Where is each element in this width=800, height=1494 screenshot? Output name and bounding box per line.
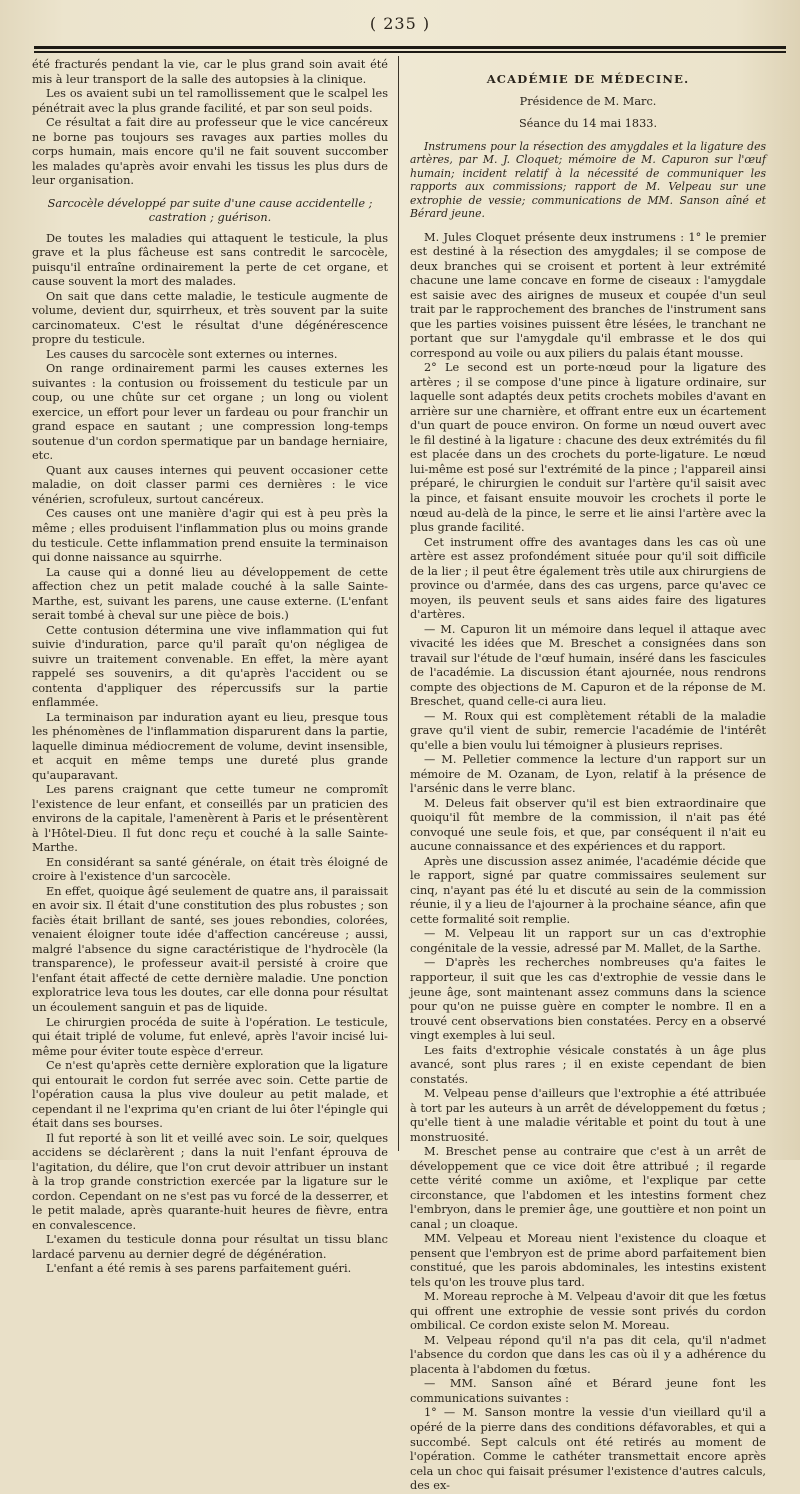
paragraph: Cette contusion détermina une vive inflammation qui fut suivie d'induration, parce qu'il paraît qu'on négligea de suivre un traitement convenable. En effet, la mère ayant rappelé ses souvenirs, a dit qu'après l'accident ou se contenta d'appliquer des répercussifs sur la partie enflammée.	[32, 623, 388, 710]
column-divider	[398, 56, 399, 1151]
section-subheading: Sarcocèle développé par suite d'une cause accidentelle ; castration ; guérison.	[47, 196, 373, 225]
paragraph: Quant aux causes internes qui peuvent occasioner cette maladie, on doit classer parmi ces dernières : le vice vénérien, scrofuleux, surtout cancéreux.	[32, 463, 388, 506]
paragraph: — M. Velpeau lit un rapport sur un cas d'extrophie congénitale de la vessie, adressé par M. Mallet, de la Sarthe.	[410, 927, 766, 955]
page-number: ( 235 )	[369, 14, 431, 33]
paragraph: M. Velpeau pense d'ailleurs que l'extrophie a été attribuée à tort par les auteurs à un arrêt de développement du fœtus ; qu'elle tient à une maladie véritable et point du tout à une monstruosité.	[410, 1087, 766, 1144]
paragraph: L'examen du testicule donna pour résultat un tissu blanc lardacé parvenu au dernier degré de dégénération.	[32, 1233, 388, 1261]
paragraph: M. Jules Cloquet présente deux instrumens : 1° le premier est destiné à la résection des amygdales; il se compose de deux branches qui se croisent et portent à leur extrémité chacune une lame concave en forme de ciseaux : l'amygdale est saisie avec des airignes de museux et coupée d'un seul trait par le rapprochement des branches de l'instrument sans que les parties voisines puissent être lésées, le tranchant ne portant que sur l'amygdale qu'il embrasse et le dos qui correspond au voile ou aux piliers du palais étant mousse.	[410, 230, 766, 360]
paragraph: Après une discussion assez animée, l'académie décide que le rapport, signé par quatre commissaires seulement sur cinq, n'ayant pas été lu et discuté au sein de la commission réunie, il y a lieu de l'ajourner à la prochaine séance, afin que cette formalité soit remplie.	[410, 854, 766, 926]
paragraph: La terminaison par induration ayant eu lieu, presque tous les phénomènes de l'inflammation disparurent dans la partie, laquelle diminua médiocrement de volume, devint insensible, et acquit en même temps une dureté plus grande qu'auparavant.	[32, 710, 388, 782]
header-rule	[34, 46, 786, 49]
presidence-line: Présidence de M. Marc.	[519, 94, 657, 108]
paragraph: — M. Pelletier commence la lecture d'un rapport sur un mémoire de M. Ozanam, de Lyon, relatif à la présence de l'arsénic dans le verre blanc.	[410, 753, 766, 796]
paragraph: MM. Velpeau et Moreau nient l'existence du cloaque et pensent que l'embryon est de prime abord parfaitement bien constitué, que les parois abdominales, les intestins existent tels qu'on les trouve plus tard.	[410, 1232, 766, 1289]
seance-date: Séance du 14 mai 1833.	[518, 117, 658, 131]
paragraph: Les causes du sarcocèle sont externes ou internes.	[46, 347, 338, 361]
paragraph: Cet instrument offre des avantages dans les cas où une artère est assez profondément située pour qu'il soit difficile de la lier ; il peut être également très utile aux chirurgiens de province ou d'armée, dans des cas urgens, parce qu'avec ce moyen, ils peuvent seuls et sans aides faire des ligatures d'artères.	[410, 535, 766, 622]
paragraph: Ce n'est qu'après cette dernière exploration que la ligature qui entourait le cordon fut serrée avec soin. Cette partie de l'opération causa la plus vive douleur au petit malade, et cependant il ne l'exprima qu'en criant de lui ôter l'épingle qui était dans ses bourses.	[32, 1059, 388, 1131]
section-heading: ACADÉMIE DE MÉDECINE.	[486, 72, 690, 86]
paragraph: On sait que dans cette maladie, le testicule augmente de volume, devient dur, squirrheux, et très souvent par la suite carcinomateux. C'est le résultat d'une dégénérescence propre du testicule.	[32, 289, 388, 347]
paragraph: L'enfant a été remis à ses parens parfaitement guéri.	[46, 1262, 352, 1276]
paragraph: Ces causes ont une manière d'agir qui est à peu près la même ; elles produisent l'inflammation plus ou moins grande du testicule. Cette inflammation prend ensuite la terminaison qui donne naissance au squirrhe.	[32, 507, 388, 565]
right-column	[410, 58, 766, 1493]
paragraph: Les os avaient subi un tel ramollissement que le scalpel les pénétrait avec la plus grande facilité, et par son seul poids.	[32, 87, 388, 115]
paragraph: M. Deleus fait observer qu'il est bien extraordinaire que quoiqu'il fût membre de la commission, il n'ait pas été convoqué une seule fois, et que, par conséquent il n'ait eu aucune connaissance et des expériences et du rapport.	[410, 796, 766, 854]
paragraph: Ce résultat a fait dire au professeur que le vice cancéreux ne borne pas toujours ses ravages aux parties molles du corps humain, mais encore qu'il ne fait souvent succomber les malades qu'après avoir envahi les tissus les plus durs de leur organisation.	[32, 116, 388, 188]
paragraph: 2° Le second est un porte-nœud pour la ligature des artères ; il se compose d'une pince à ligature ordinaire, sur laquelle sont adaptés deux petits crochets mobiles d'avant en arrière sur une charnière, et offrant entre eux un écartement d'un quart de pouce environ. On forme un nœud ouvert avec le fil destiné à la ligature : chacune des deux extrémités du fil est placée dans un des crochets du porte-ligature. Le nœud lui-même est posé sur l'extrémité de la pince ; l'appareil ainsi préparé, le chirurgien le conduit sur l'artère qu'il saisit avec la pince, et faisant ensuite mouvoir les crochets il porte le nœud au-delà de la pince, le serre et lie ainsi l'artère avec la plus grande facilité.	[410, 361, 766, 535]
paragraph: — M. Roux qui est complètement rétabli de la maladie grave qu'il vient de subir, remercie l'académie de l'intérêt qu'elle a bien voulu lui témoigner à plusieurs reprises.	[410, 709, 766, 752]
paragraph: — MM. Sanson aîné et Bérard jeune font les communications suivantes :	[410, 1377, 766, 1405]
paragraph: En effet, quoique âgé seulement de quatre ans, il paraissait en avoir six. Il était d'une constitution des plus robustes ; son faciès était brillant de santé, ses joues rebondies, colorées, venaient éloigner toute idée d'affection cancéreuse ; aussi, malgré l'absence du signe caractéristique de l'hydrocèle (la transparence), le professeur avait-il persisté à croire que l'enfant était affecté de cette dernière maladie. Une ponction exploratrice leva tous les doutes, car elle donna pour résultat un écoulement sanguin et pas de liquide.	[32, 884, 389, 1014]
paragraph: M. Velpeau répond qu'il n'a pas dit cela, qu'il n'admet l'absence du cordon que dans les cas où il y a adhérence du placenta à l'abdomen du fœtus.	[410, 1333, 766, 1376]
paragraph: On range ordinairement parmi les causes externes les suivantes : la contusion ou froissement du testicule par un coup, ou une chûte sur cet organe ; un long ou violent exercice, un effort pour lever un fardeau ou pour franchir un grand espace en sautant ; une compression long-temps soutenue d'un cordon spermatique par un bandage herniaire, etc.	[32, 362, 388, 463]
left-column	[32, 58, 389, 1276]
paragraph: Il fut reporté à son lit et veillé avec soin. Le soir, quelques accidens se déclarèrent ; dans la nuit l'enfant éprouva de l'agitation, du délire, que l'on crut devoir attribuer un instant à la trop grande constriction exercée par la ligature sur le cordon. Cependant on ne s'est pas vu forcé de la desserrer, et le petit malade, après quarante-huit heures de fièvre, entra en convalescence.	[32, 1131, 388, 1232]
paragraph: En considérant sa santé générale, on était très éloigné de croire à l'existence d'un sarcocèle.	[32, 855, 388, 884]
paragraph: — D'après les recherches nombreuses qu'a faites le rapporteur, il suit que les cas d'extrophie de vessie dans le jeune âge, sont maintenant assez communs dans la science pour qu'on ne puisse guère en compter le nombre. Il en a trouvé cent observations bien constatées. Percy en a observé vingt exemples à lui seul.	[410, 956, 766, 1043]
paragraph: La cause qui a donné lieu au développement de cette affection chez un petit malade couché à la salle Sainte-Marthe, est, suivant les parens, une cause externe. (L'enfant serait tombé à cheval sur une pièce de bois.)	[32, 565, 388, 623]
header-rule-thin	[34, 51, 786, 53]
paragraph: été fracturés pendant la vie, car le plus grand soin avait été mis à leur transport de la salle des autopsies à la clinique.	[32, 58, 388, 86]
paragraph: Les parens craignant que cette tumeur ne compromît l'existence de leur enfant, et conseillés par un praticien des environs de la capitale, l'amenèrent à Paris et le présentèrent à l'Hôtel-Dieu. Il fut donc reçu et couché à la salle Sainte-Marthe.	[32, 783, 388, 855]
paragraph: — M. Capuron lit un mémoire dans lequel il attaque avec vivacité les idées que M. Breschet a consignées dans son travail sur l'étude de l'œuf humain, inséré dans les fascicules de l'académie. La discussion étant ajournée, nous rendrons compte des objections de M. Capuron et de la réponse de M. Breschet, quand celle-ci aura lieu.	[410, 622, 766, 709]
paragraph: Le chirurgien procéda de suite à l'opération. Le testicule, qui était triplé de volume, fut enlevé, après l'avoir incisé lui-même pour éviter toute espèce d'erreur.	[32, 1015, 388, 1058]
paragraph: De toutes les maladies qui attaquent le testicule, la plus grave et la plus fâcheuse est sans contredit le sarcocèle, puisqu'il entraîne ordinairement la perte de cet organe, et cause souvent la mort des malades.	[32, 231, 388, 289]
paragraph: 1° — M. Sanson montre la vessie d'un vieillard qu'il a opéré de la pierre dans des conditions défavorables, et qui a succombé. Sept calculs ont été retirés au moment de l'opération. Comme le cathéter transmettait encore après cela un choc qui faisait présumer l'existence d'autres calculs, des ex-	[410, 1406, 766, 1493]
paragraph: Les faits d'extrophie vésicale constatés à un âge plus avancé, sont plus rares ; il en existe cependant de bien constatés.	[410, 1043, 766, 1086]
paragraph: M. Moreau reproche à M. Velpeau d'avoir dit que les fœtus qui offrent une extrophie de vessie sont privés du cordon ombilical. Ce cordon existe selon M. Moreau.	[410, 1290, 766, 1333]
session-summary: Instrumens pour la résection des amygdales et la ligature des artères, par M. J. Cloquet; mémoire de M. Capuron sur l'œuf humain; incident relatif à la nécessité de communiquer les rapports aux commissions; rapport de M. Velpeau sur une extrophie de vessie; communications de MM. Sanson aîné et Bérard jeune.	[410, 139, 766, 221]
paragraph: M. Breschet pense au contraire que c'est à un arrêt de développement que ce vice doit être attribué ; il regarde cette vérité comme un axiôme, et l'explique par cette circonstance, que l'abdomen et les intestins forment chez l'embryon, dans le premier âge, une gouttière et non point un canal ; un cloaque.	[410, 1145, 766, 1231]
